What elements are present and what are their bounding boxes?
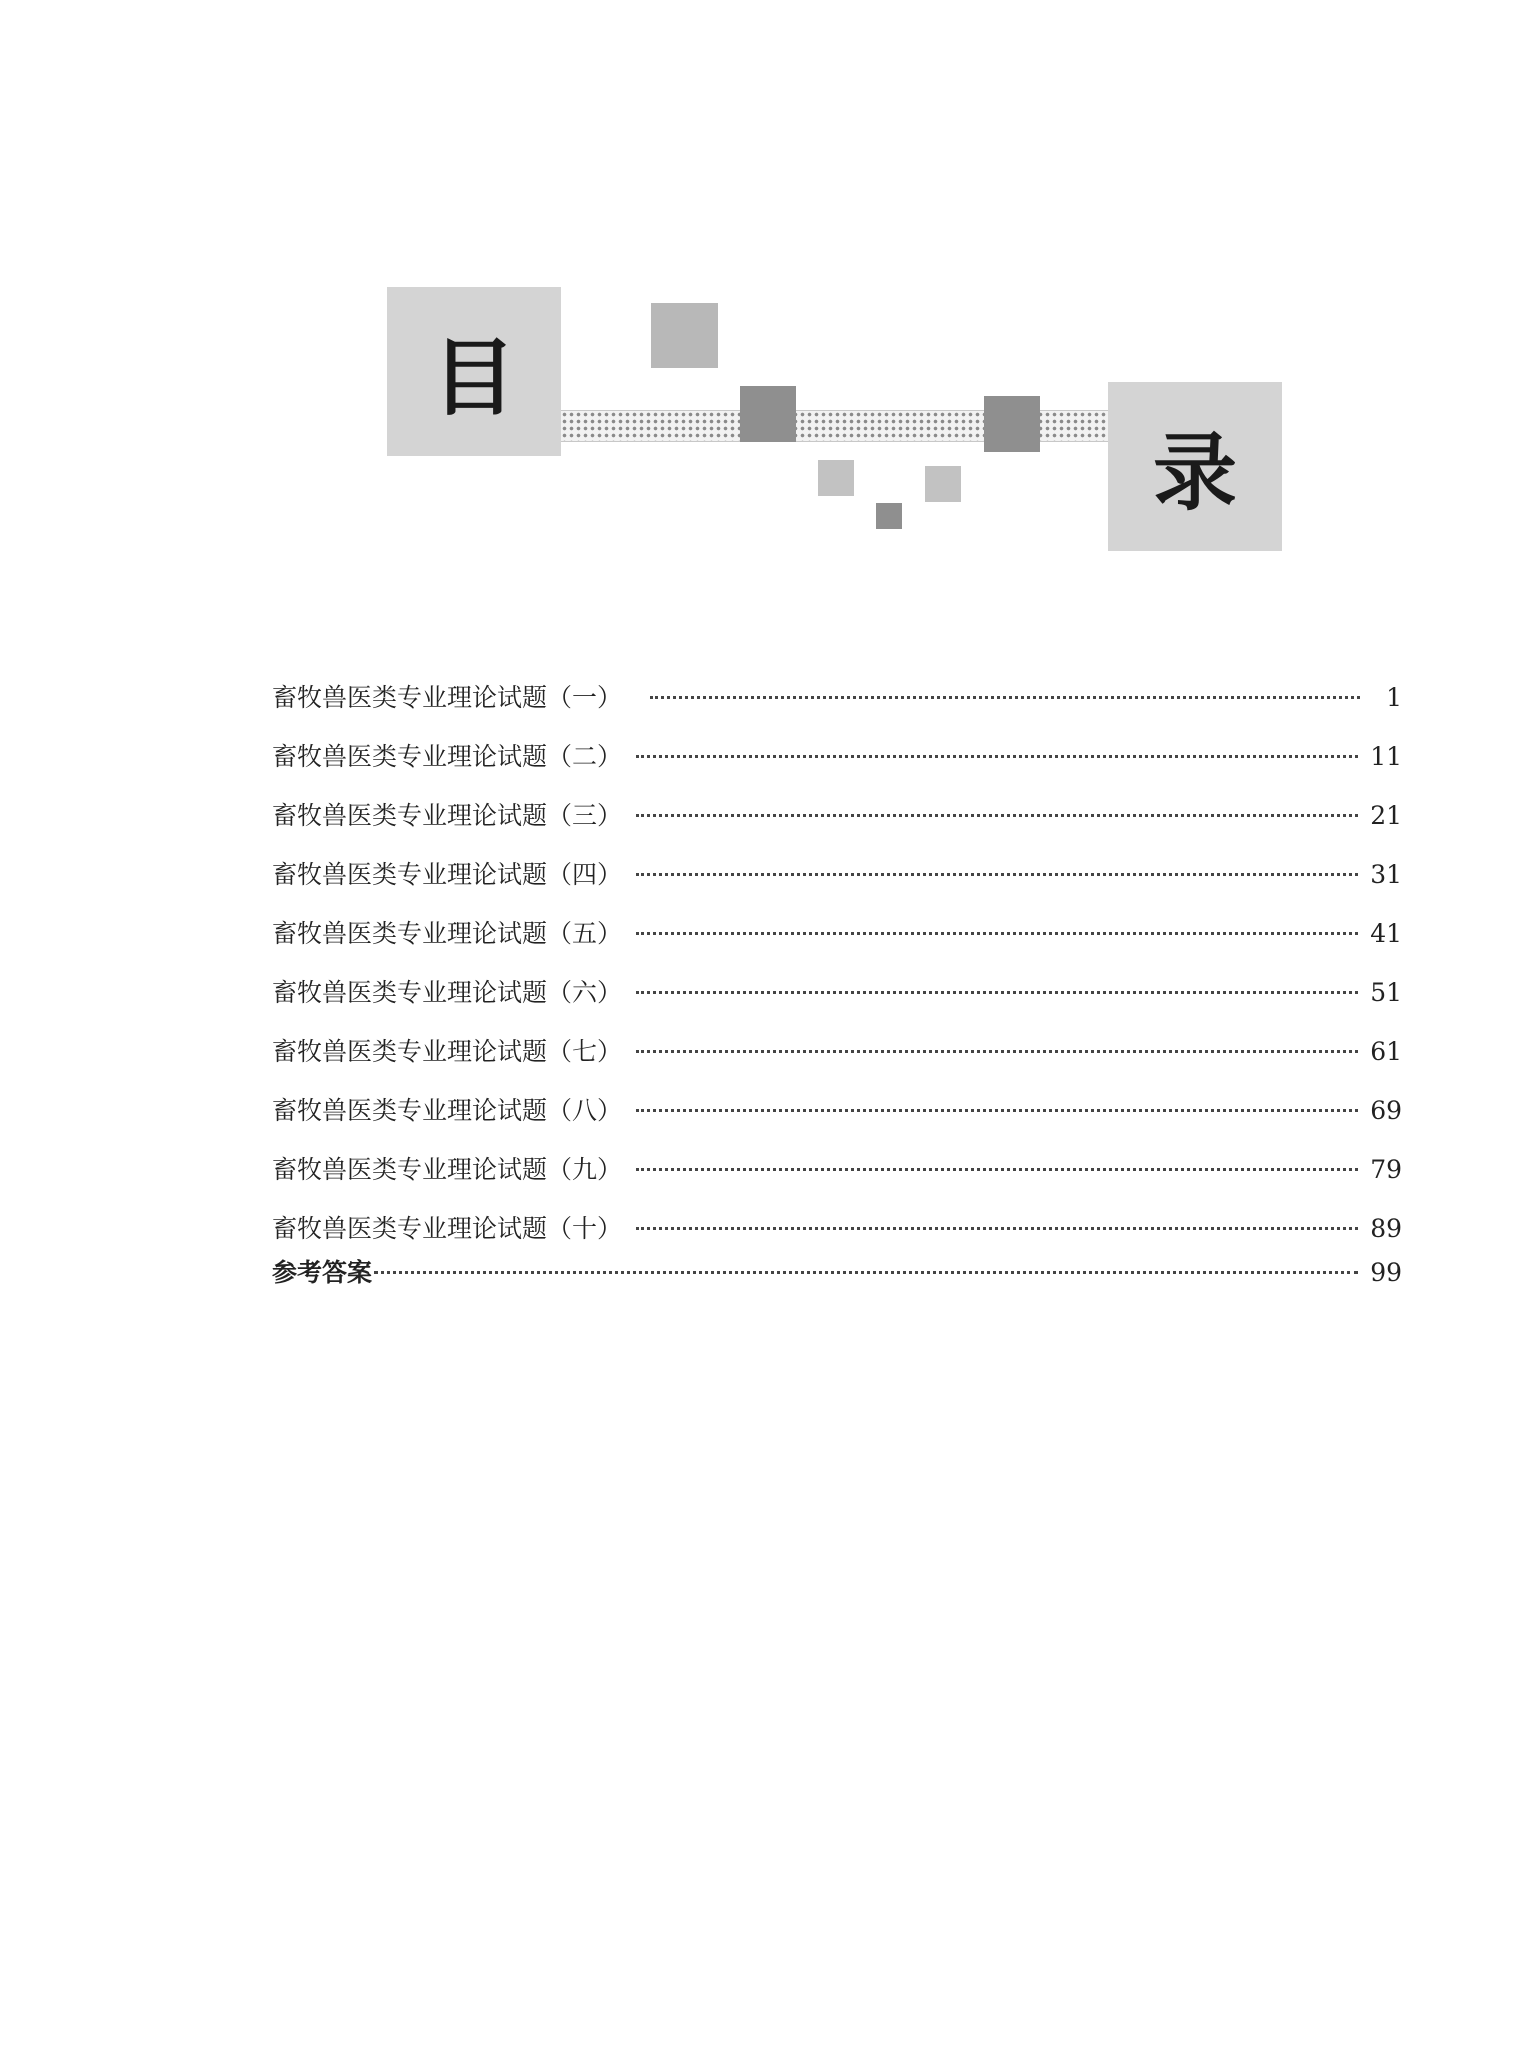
toc-dot-leader — [636, 1168, 1358, 1171]
decorative-square — [876, 503, 902, 529]
toc-entry-answers[interactable] — [272, 1253, 1402, 1297]
toc-entry-title: 畜牧兽医类专业理论试题（一） — [272, 683, 623, 712]
toc-entry-title: 畜牧兽医类专业理论试题（二） — [272, 742, 623, 771]
toc-entry[interactable] — [272, 855, 1402, 914]
toc-entry-title: 畜牧兽医类专业理论试题（八） — [272, 1096, 623, 1125]
toc-entry[interactable] — [272, 1032, 1402, 1091]
toc-dot-leader — [636, 755, 1358, 758]
toc-heading-char-right — [1108, 382, 1282, 551]
decorative-square — [651, 303, 718, 368]
toc-entry[interactable] — [272, 796, 1402, 855]
toc-entry[interactable] — [272, 973, 1402, 1032]
toc-entry-page: 99 — [1370, 1258, 1402, 1287]
toc-entry-title: 畜牧兽医类专业理论试题（三） — [272, 801, 623, 830]
toc-entry[interactable] — [272, 1091, 1402, 1150]
toc-entry[interactable] — [272, 678, 1402, 737]
toc-entry-title: 畜牧兽医类专业理论试题（九） — [272, 1155, 623, 1184]
toc-entry[interactable] — [272, 737, 1402, 796]
toc-entry-page: 31 — [1370, 860, 1402, 889]
toc-dot-leader — [636, 991, 1358, 994]
decorative-square — [925, 466, 961, 502]
heading-char-mu: 目 — [431, 329, 516, 427]
toc-dot-leader — [374, 1271, 1358, 1274]
toc-entry[interactable] — [272, 914, 1402, 973]
toc-entry-page: 69 — [1370, 1096, 1402, 1125]
toc-dot-leader — [650, 696, 1360, 699]
toc-entry-page: 41 — [1370, 919, 1402, 948]
toc-entry-title: 畜牧兽医类专业理论试题（五） — [272, 919, 623, 948]
toc-entry-title: 畜牧兽医类专业理论试题（七） — [272, 1037, 623, 1066]
toc-dot-leader — [636, 1227, 1358, 1230]
toc-entry[interactable] — [272, 1209, 1402, 1253]
decorative-square — [740, 386, 796, 442]
toc-entry-title: 畜牧兽医类专业理论试题（六） — [272, 978, 623, 1007]
toc-entry-title: 畜牧兽医类专业理论试题（十） — [272, 1214, 623, 1243]
toc-entry[interactable] — [272, 1150, 1402, 1209]
toc-dot-leader — [636, 873, 1358, 876]
toc-dot-leader — [636, 814, 1358, 817]
toc-entry-page: 51 — [1370, 978, 1402, 1007]
toc-dot-leader — [636, 1050, 1358, 1053]
toc-entry-page: 79 — [1370, 1155, 1402, 1184]
decorative-square — [984, 396, 1040, 452]
heading-char-lu: 录 — [1152, 424, 1237, 522]
toc-dot-leader — [636, 1109, 1358, 1112]
toc-entry-title: 参考答案 — [272, 1258, 373, 1287]
toc-entry-page: 61 — [1370, 1037, 1402, 1066]
toc-entry-page: 1 — [1386, 683, 1402, 712]
toc-entry-page: 21 — [1370, 801, 1402, 830]
toc-dot-leader — [636, 932, 1358, 935]
toc-entry-title: 畜牧兽医类专业理论试题（四） — [272, 860, 623, 889]
toc-heading-char-left — [387, 287, 561, 456]
decorative-square — [818, 460, 854, 496]
table-of-contents — [272, 678, 1402, 1297]
toc-entry-page: 11 — [1370, 742, 1402, 771]
toc-entry-page: 89 — [1370, 1214, 1402, 1243]
